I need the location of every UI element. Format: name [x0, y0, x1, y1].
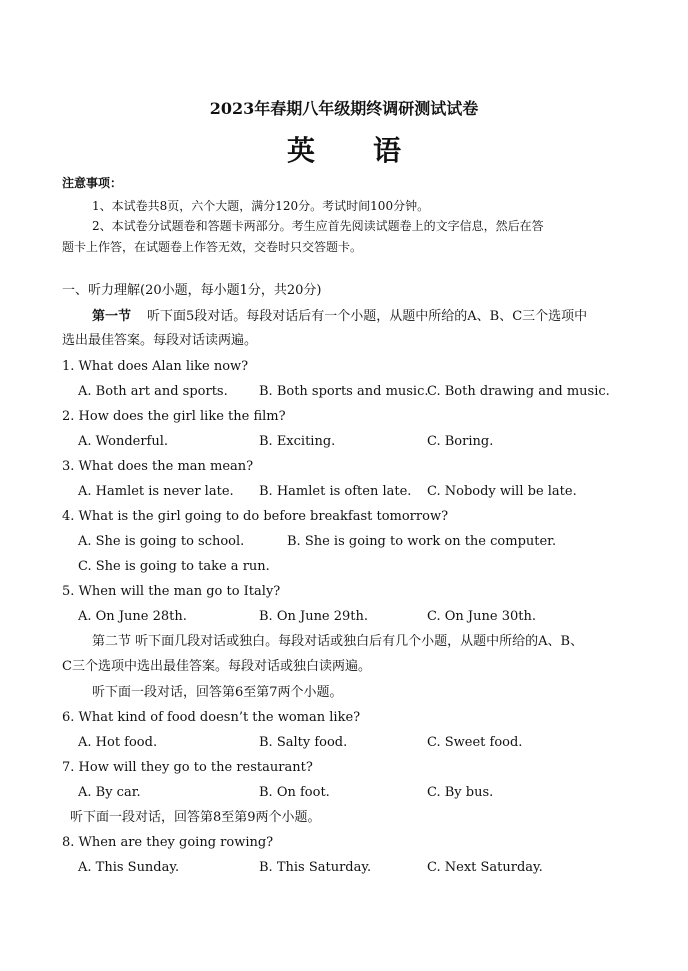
q1-option-a: A. Both art and sports. — [78, 384, 228, 399]
q3-option-b: B. Hamlet is often late. — [259, 484, 412, 499]
question-7: 7. How will they go to the restaurant? — [62, 760, 313, 775]
question-3: 3. What does the man mean? — [62, 459, 254, 474]
q5-option-c: C. On June 30th. — [427, 609, 536, 624]
q7-option-b: B. On foot. — [259, 785, 330, 800]
question-4: 4. What is the girl going to do before breakfast tomorrow? — [62, 509, 449, 524]
question-8: 8. When are they going rowing? — [62, 835, 274, 850]
q7-option-a: A. By car. — [78, 785, 141, 800]
section2-instructions-line2: C三个选项中选出最佳答案。每段对话或独白读两遍。 — [62, 659, 371, 674]
subject-title: 英语 — [286, 134, 459, 167]
q6-option-a: A. Hot food. — [78, 735, 158, 750]
exam-title: 2023年春期八年级期终调研测试试卷 — [209, 99, 479, 118]
q5-option-b: B. On June 29th. — [259, 609, 369, 624]
q4-option-b: B. She is going to work on the computer. — [287, 534, 557, 549]
question-6: 6. What kind of food doesn’t the woman like? — [62, 710, 361, 725]
q8-option-a: A. This Sunday. — [78, 860, 180, 875]
q2-option-a: A. Wonderful. — [78, 434, 169, 449]
question-1: 1. What does Alan like now? — [62, 359, 249, 374]
section1-label: 第一节 — [92, 309, 132, 324]
q6-option-b: B. Salty food. — [259, 735, 348, 750]
q3-option-a: A. Hamlet is never late. — [78, 484, 234, 499]
dialogue-instruction-8-9: 听下面一段对话，回答第8至第9两个小题。 — [70, 810, 321, 825]
q7-option-c: C. By bus. — [427, 785, 494, 800]
question-2: 2. How does the girl like the film? — [62, 409, 286, 424]
notice-item-2-cont: 题卡上作答，在试题卷上作答无效，交卷时只交答题卡。 — [62, 240, 363, 254]
section1-instructions-line1: 听下面5段对话。每段对话后有一个小题，从题中所给的A、B、C三个选项中 — [147, 309, 588, 324]
section2-instructions-line1: 第二节 听下面几段对话或独白。每段对话或独白后有几个小题，从题中所给的A、B、 — [92, 634, 584, 649]
q3-option-c: C. Nobody will be late. — [427, 484, 577, 499]
q8-option-c: C. Next Saturday. — [427, 860, 543, 875]
notice-item-2: 2、本试卷分试题卷和答题卡两部分。考生应首先阅读试题卷上的文字信息，然后在答 — [92, 219, 544, 233]
dialogue-instruction-6-7: 听下面一段对话，回答第6至第7两个小题。 — [92, 685, 343, 700]
q6-option-c: C. Sweet food. — [427, 735, 523, 750]
q2-option-b: B. Exciting. — [259, 434, 336, 449]
q4-option-a: A. She is going to school. — [78, 534, 245, 549]
notice-heading: 注意事项： — [62, 176, 123, 190]
q1-option-c: C. Both drawing and music. — [427, 384, 610, 399]
notice-item-1: 1、本试卷共8页，六个大题，满分120分。考试时间100分钟。 — [92, 199, 430, 213]
q8-option-b: B. This Saturday. — [259, 860, 372, 875]
section1-instructions-line2: 选出最佳答案。每段对话读两遍。 — [62, 333, 258, 348]
part1-heading: 一、听力理解(20小题，每小题1分，共20分) — [62, 283, 322, 298]
q2-option-c: C. Boring. — [427, 434, 494, 449]
q5-option-a: A. On June 28th. — [78, 609, 187, 624]
q1-option-b: B. Both sports and music. — [259, 384, 429, 399]
q4-option-c: C. She is going to take a run. — [78, 559, 270, 574]
question-5: 5. When will the man go to Italy? — [62, 584, 281, 599]
